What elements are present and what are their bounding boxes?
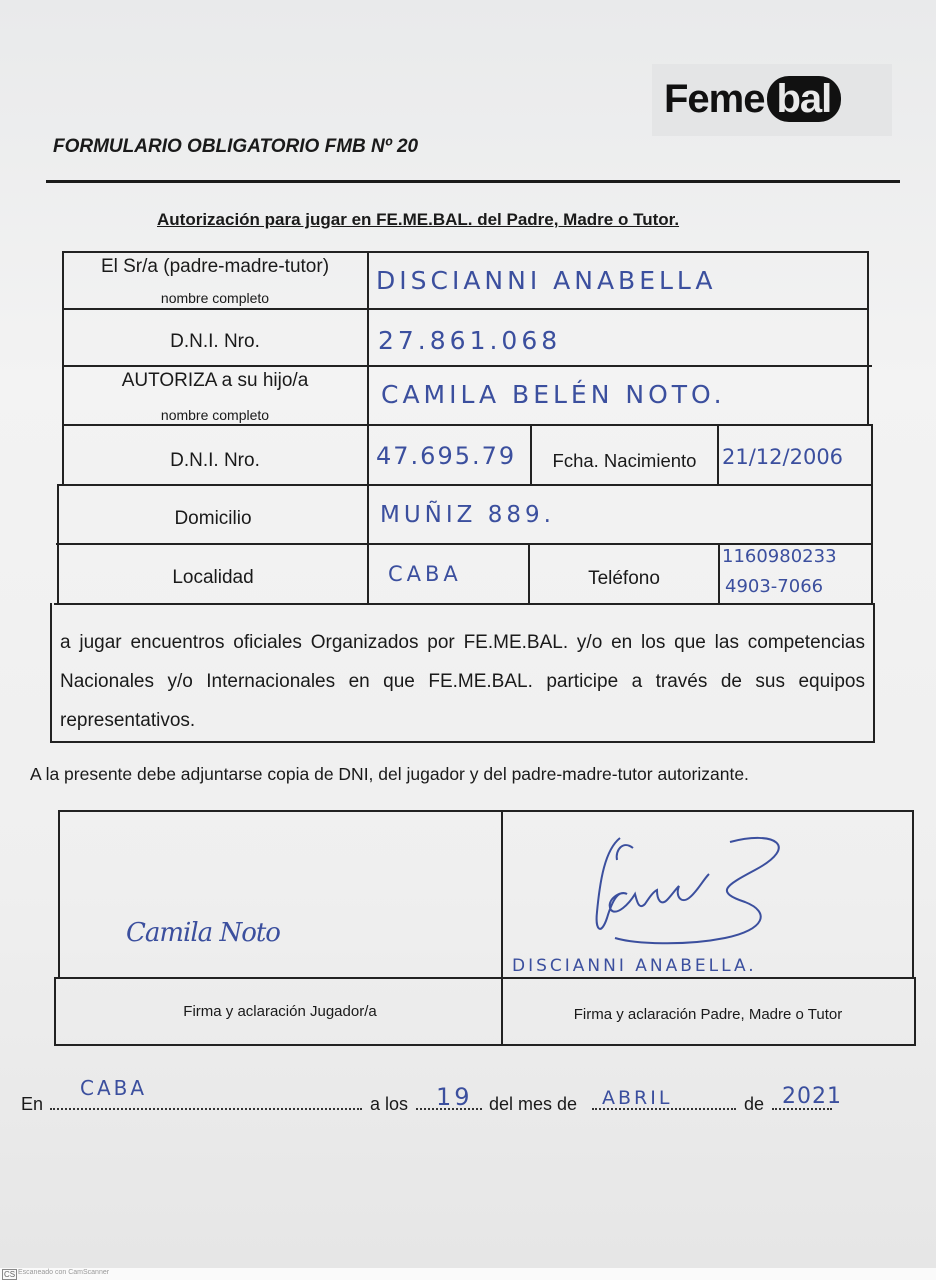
table-border (867, 251, 869, 425)
authorizes-label: AUTORIZA a su hijo/a (121, 370, 309, 391)
header-rule (46, 180, 900, 183)
logo-pill: bal (767, 76, 842, 122)
footer-de-label: de (744, 1094, 765, 1114)
attachment-note: A la presente debe adjuntarse copia de DNI, del jugador y del padre-madre-tutor autorizante. (30, 764, 749, 784)
address-label: Domicilio (174, 508, 252, 529)
table-border (50, 603, 52, 743)
table-border (873, 603, 875, 743)
signature-table-border (56, 977, 916, 979)
child-dni-label: D.N.I. Nro. (170, 450, 260, 471)
scanner-text: Escaneado con CamScanner (18, 1269, 110, 1276)
signature-table-border (58, 810, 60, 978)
birthdate-value: 21/12/2006 (722, 445, 844, 469)
signature-table-border (912, 812, 914, 978)
guardian-name-value: DISCIANNI ANABELLA (376, 266, 717, 295)
scanner-badge: CS (4, 1270, 16, 1279)
table-border (62, 424, 872, 426)
guardian-signature-scribble (575, 820, 795, 960)
signature-table-border (914, 977, 916, 1046)
guardian-label: El Sr/a (padre-madre-tutor) (100, 256, 330, 277)
table-border (367, 251, 369, 604)
signature-table-border (60, 810, 914, 812)
femebal-logo (664, 76, 841, 122)
guardian-signature-name: DISCIANNI ANABELLA. (512, 956, 757, 976)
form-subtitle: Autorización para jugar en FE.ME.BAL. del Padre, Madre o Tutor. (157, 210, 680, 229)
guardian-sublabel: nombre completo (160, 290, 270, 306)
footer-en-label: En (21, 1094, 44, 1114)
footer-a-los-label: a los (370, 1094, 409, 1114)
table-border (58, 484, 872, 486)
player-signature-caption: Firma y aclaración Jugador/a (183, 1003, 377, 1020)
guardian-signature-caption: Firma y aclaración Padre, Madre o Tutor (573, 1006, 843, 1023)
locality-value: CABA (388, 562, 462, 586)
phone-label: Teléfono (588, 568, 660, 589)
signature-table-border (54, 977, 56, 1046)
table-border (717, 424, 719, 485)
locality-label: Localidad (172, 567, 254, 588)
table-border (718, 543, 720, 604)
authorization-paragraph: a jugar encuentros oficiales Organizados por FE.ME.BAL. y/o en los que las competencias Nacionales y/o Internacionales en que FE.ME.BAL. participe a través de sus equipos representativos. (60, 632, 865, 731)
table-border (56, 543, 873, 545)
scanner-strip (0, 1268, 936, 1280)
place-dots (50, 1108, 362, 1110)
phone-value-2: 4903-7066 (725, 576, 824, 597)
table-border (62, 365, 872, 367)
table-border (62, 308, 868, 310)
signature-table-border (54, 1044, 916, 1046)
authorizes-sublabel: nombre completo (160, 407, 270, 423)
phone-value-1: 1160980233 (722, 546, 837, 567)
guardian-dni-label: D.N.I. Nro. (170, 331, 260, 352)
table-border (54, 603, 874, 605)
guardian-dni-value: 27.861.068 (378, 326, 562, 355)
address-value: MUÑIZ 889. (380, 502, 555, 528)
logo-text: Feme (664, 77, 765, 121)
form-title: FORMULARIO OBLIGATORIO FMB Nº 20 (53, 136, 419, 157)
footer-place-value: CABA (80, 1076, 148, 1100)
footer-del-mes-label: del mes de (489, 1094, 578, 1114)
child-dni-value: 47.695.79 (376, 442, 517, 470)
table-border (50, 741, 875, 743)
child-name-value: CAMILA BELÉN NOTO. (381, 380, 726, 409)
footer-day-value: 19 (436, 1083, 473, 1111)
footer-year-value: 2021 (782, 1084, 842, 1109)
player-signature: Camila Noto (126, 918, 280, 948)
birthdate-label: Fcha. Nacimiento (552, 450, 697, 471)
table-border (62, 251, 868, 253)
footer-month-value: ABRIL (602, 1087, 673, 1109)
table-border (871, 424, 873, 605)
